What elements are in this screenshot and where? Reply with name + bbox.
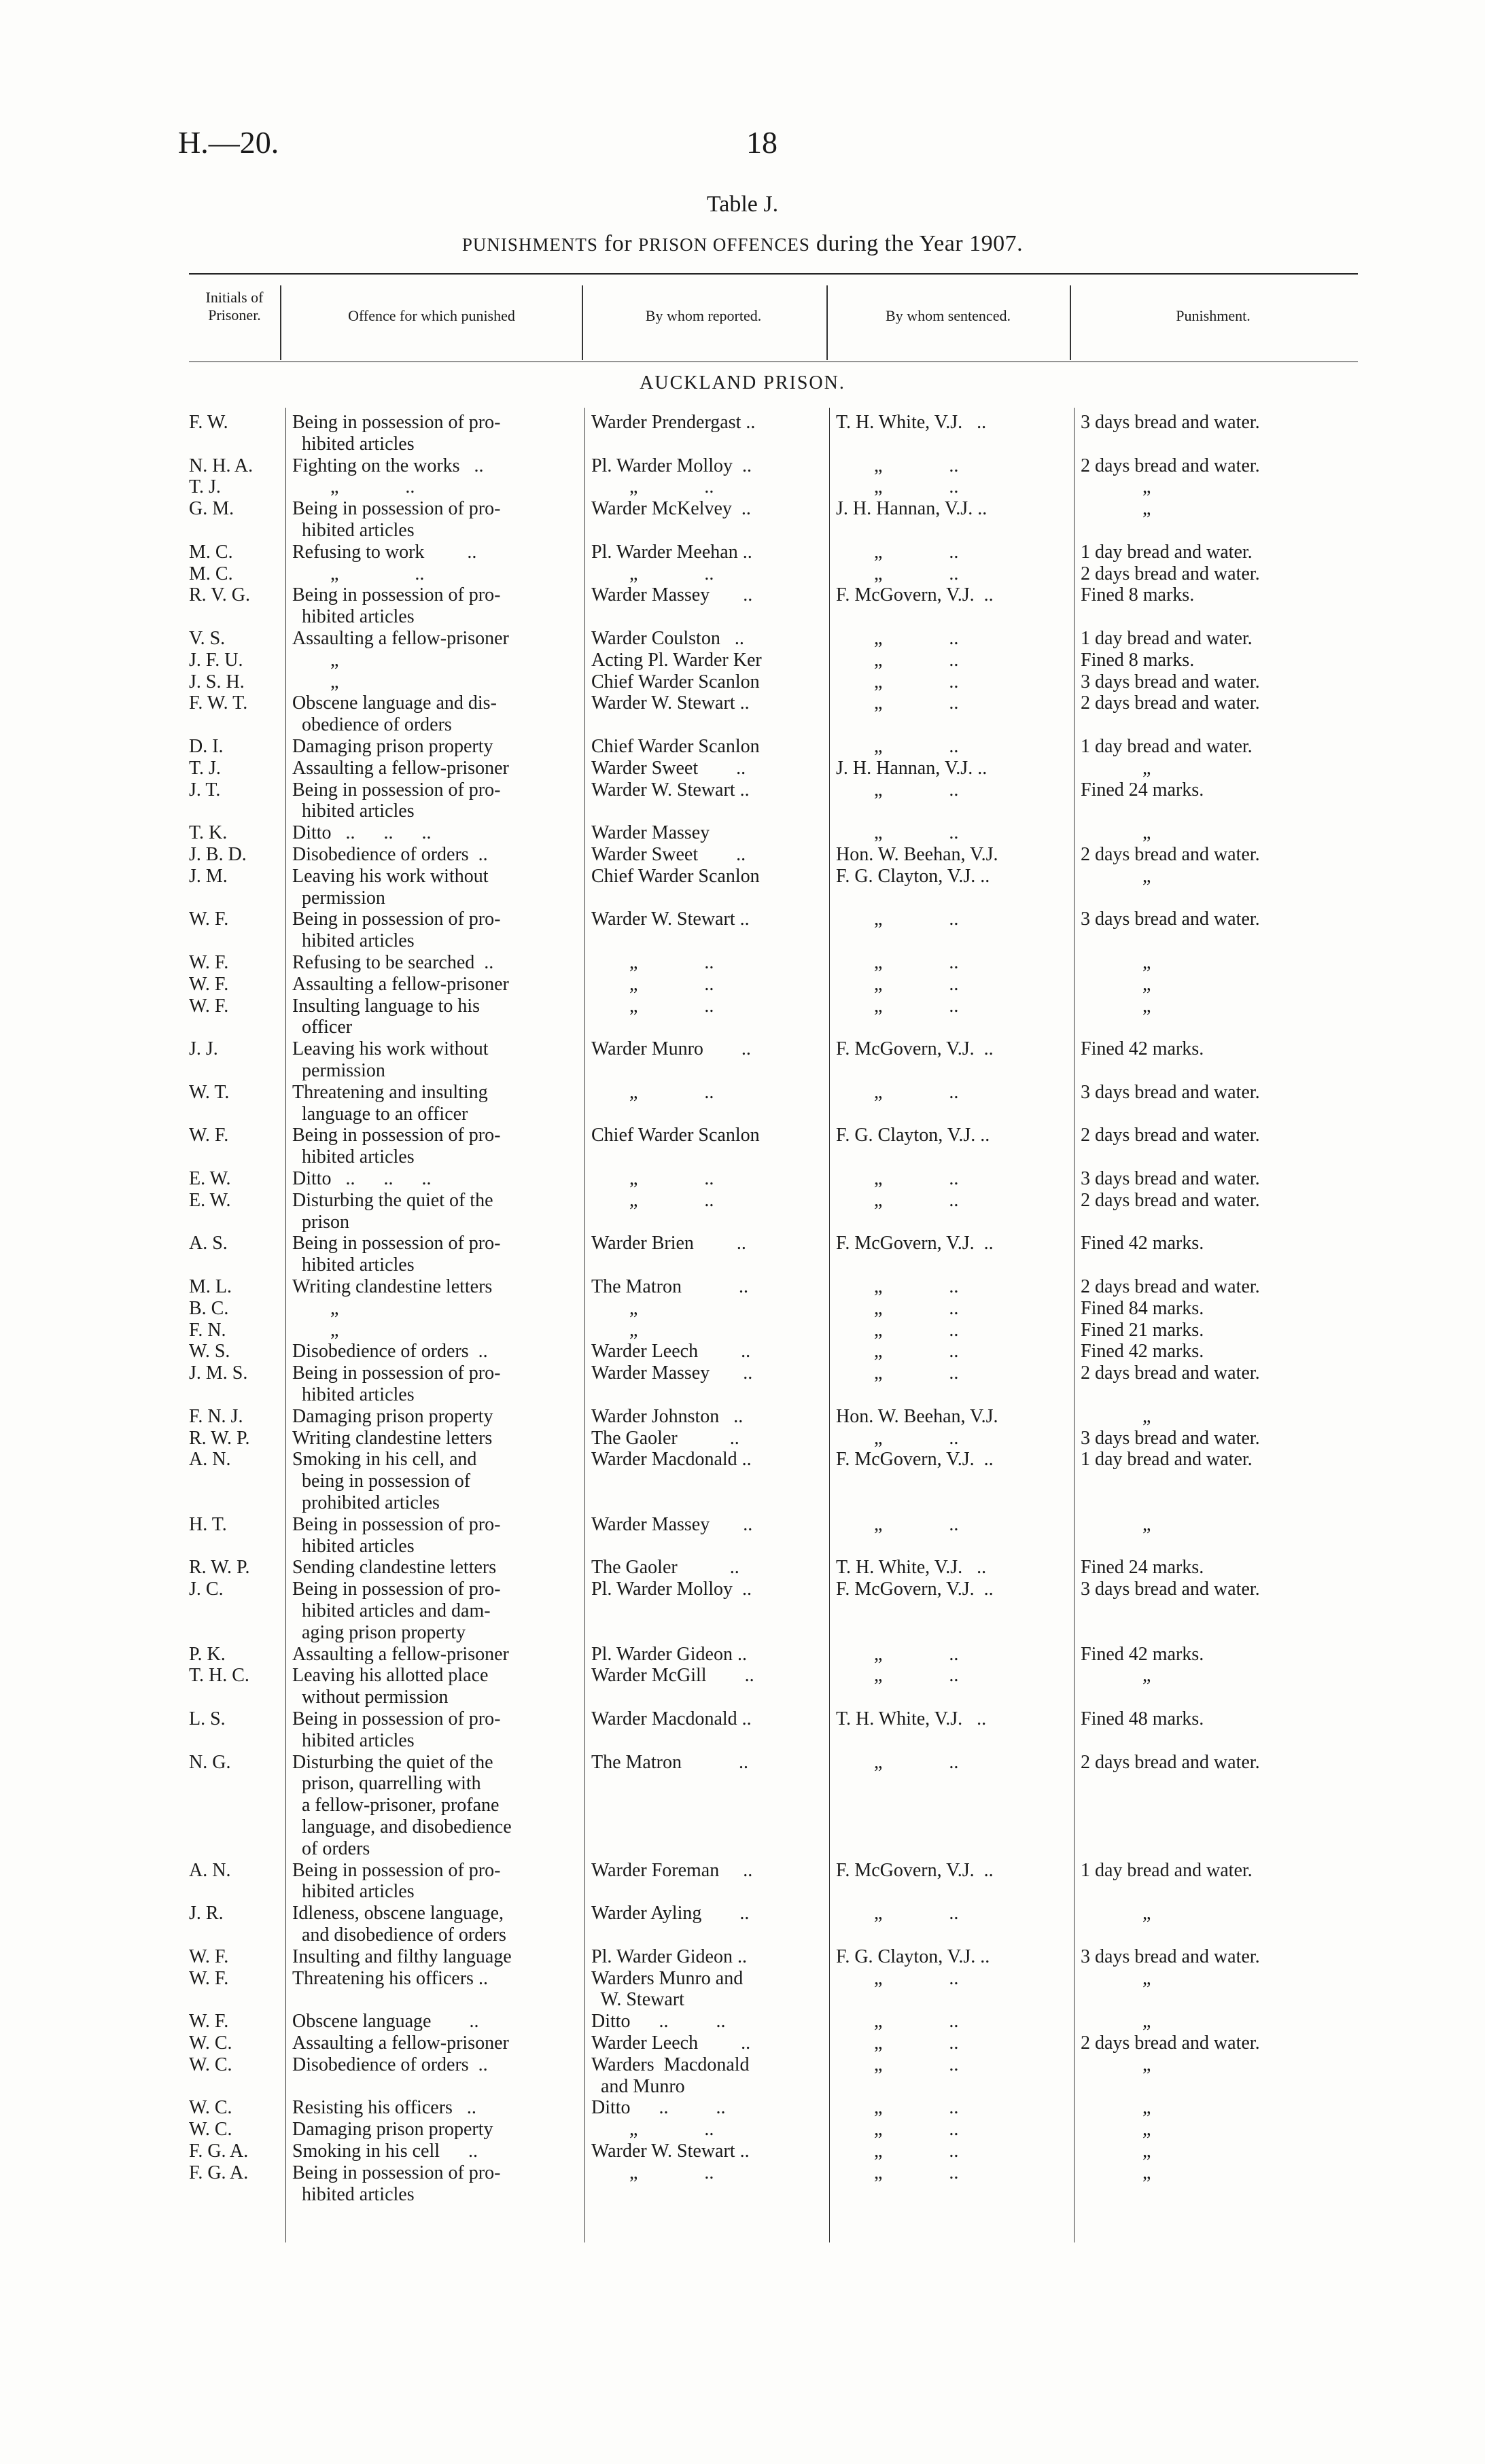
reported-by-cell: Warder Johnston .. The Gaoler .. Warder Macdonald .. [591, 1405, 752, 1471]
reported-by-cell: Warder McKelvey .. [591, 498, 751, 520]
punishment-cell: 2 days bread and water. „ [1081, 455, 1260, 498]
reported-by-cell: Warder Macdonald .. [591, 1708, 752, 1729]
reported-by-cell: „ .. „ .. [629, 1168, 714, 1211]
subtitle-part-offences: PRISON OFFENCES [638, 234, 810, 255]
sentenced-by-cell: T. H. White, V.J. .. [836, 1708, 987, 1729]
initials-cell: F. W. [189, 412, 228, 433]
offence-cell: Fighting on the works .. „ .. [292, 455, 484, 498]
sentenced-by-cell: Hon. W. Beehan, V.J. „ .. F. McGovern, V.J. .. [836, 1405, 998, 1471]
reported-by-cell: „ .. [591, 1081, 714, 1103]
offence-cell: Being in possession of pro- hibited articles [292, 1513, 501, 1557]
sentenced-by-cell: „ .. Hon. W. Beehan, V.J. F. G. Clayton, V.J. .. [836, 822, 998, 887]
punishment-cell: „ „ „ [1142, 952, 1151, 1017]
offence-cell: Ditto .. .. .. Disturbing the quiet of the prison [292, 1168, 493, 1233]
punishment-cell: „ „ „ „ [1142, 2097, 1151, 2183]
punishment-cell: „ 2 days bread and water. „ [1081, 2011, 1260, 2075]
body-divider-2 [584, 408, 585, 2242]
sentenced-by-cell: T. H. White, V.J. .. F. McGovern, V.J. .. [836, 1557, 994, 1600]
header-divider-2 [582, 285, 583, 360]
reported-by-cell: Pl. Warder Molloy .. „ .. [591, 455, 752, 498]
punishment-cell: 3 days bread and water. [1081, 1081, 1260, 1103]
punishment-cell: Fined 24 marks. 3 days bread and water. [1081, 1557, 1260, 1600]
sentenced-by-cell: „ .. „ .. „ .. „ .. [874, 628, 959, 714]
offence-cell: Ditto .. .. .. Disobedience of orders .. Leaving his work without permission [292, 822, 489, 909]
offence-cell: Being in possession of pro- hibited articles [292, 1708, 501, 1751]
sentenced-by-cell: „ .. [836, 909, 959, 930]
col-punishment: Punishment. [1176, 307, 1251, 324]
sentenced-by-cell: „ .. „ .. [874, 1168, 959, 1211]
initials-cell: V. S. J. F. U. J. S. H. F. W. T. [189, 628, 248, 714]
section-heading: AUCKLAND PRISON. [640, 372, 845, 393]
punishment-cell: 1 day bread and water. „ Fined 24 marks. [1081, 736, 1253, 800]
initials-cell: N. H. A. T. J. [189, 455, 254, 498]
sentenced-by-cell: „ .. „ .. F. McGovern, V.J. .. [836, 541, 994, 606]
body-divider-1 [285, 408, 286, 2242]
offence-cell: Being in possession of pro- hibited articles [292, 412, 501, 455]
initials-cell: P. K. T. H. C. [189, 1643, 249, 1687]
reported-by-cell: Chief Warder Scanlon Warder Sweet .. Warder W. Stewart .. [591, 736, 760, 800]
initials-cell: E. W. E. W. [189, 1168, 231, 1211]
reported-by-cell: Warder Foreman .. [591, 1859, 753, 1881]
header-divider-1 [280, 285, 281, 360]
initials-cell: A. N. [189, 1859, 231, 1881]
reported-by-cell: „ .. „ .. „ .. [629, 952, 714, 1017]
initials-cell: A. S. [189, 1233, 228, 1254]
page-number: 18 [746, 125, 778, 160]
punishment-cell: „ 3 days bread and water. 1 day bread and water. [1081, 1405, 1260, 1471]
table-top-rule [189, 273, 1358, 275]
initials-cell: J. J. [189, 1038, 218, 1060]
reported-by-cell: Warder Brien .. [591, 1233, 746, 1254]
sentenced-by-cell: „ .. „ .. [874, 455, 959, 498]
punishment-cell: Fined 42 marks. [1081, 1038, 1204, 1060]
offence-cell: Disturbing the quiet of the prison, quarrelling with a fellow-prisoner, profane language, and disobedience of orders [292, 1751, 512, 1859]
sentenced-by-cell: F. McGovern, V.J. .. [836, 1038, 994, 1060]
offence-cell: Being in possession of pro- hibited articles [292, 1125, 501, 1168]
col-initials: Initials of Prisoner. [205, 289, 264, 323]
offence-cell: Insulting and filthy language Threatening his officers .. [292, 1946, 512, 1989]
reported-by-cell: Warder Munro .. [591, 1038, 751, 1060]
initials-cell: W. F. [189, 909, 229, 930]
punishment-cell: „ [1081, 1513, 1151, 1535]
col-sentenced: By whom sentenced. [886, 307, 1011, 324]
table-subtitle [0, 231, 1485, 257]
reported-by-cell: Warder Coulston .. Acting Pl. Warder Ker Chief Warder Scanlon Warder W. Stewart .. [591, 628, 762, 714]
initials-cell: W. F. W. F. [189, 1946, 229, 1989]
offence-cell: Being in possession of pro- hibited articles [292, 498, 501, 541]
offence-cell: Being in possession of pro- hibited articles [292, 1859, 501, 1903]
offence-cell: Being in possession of pro- hibited articles [292, 1233, 501, 1276]
punishment-cell: 2 days bread and water. [1081, 1751, 1260, 1773]
reported-by-cell: Warder W. Stewart .. [591, 909, 750, 930]
initials-cell: T. K. J. B. D. J. M. [189, 822, 247, 887]
subtitle-part-punishments: PUNISHMENTS [461, 234, 598, 255]
sentenced-by-cell: „ .. [836, 1081, 959, 1103]
reported-by-cell: Warder Massey Warder Sweet .. Chief Warder Scanlon [591, 822, 760, 887]
initials-cell: W. F. W. C. W. C. [189, 2011, 232, 2075]
sentenced-by-cell: T. H. White, V.J. .. [836, 412, 987, 433]
punishment-cell: 1 day bread and water. [1081, 1859, 1253, 1881]
initials-cell: W. C. W. C. F. G. A. F. G. A. [189, 2097, 249, 2183]
punishment-cell: Fined 48 marks. [1081, 1708, 1204, 1729]
punishment-cell: „ [1081, 498, 1151, 520]
offence-cell: Assaulting a fellow-prisoner „ „ Obscene language and dis- obedience of orders [292, 628, 509, 736]
reported-by-cell: The Matron .. „ „ Warder Leech .. Warder Massey .. [591, 1276, 753, 1384]
offence-cell: Refusing to be searched .. Assaulting a fellow-prisoner Insulting language to his officer [292, 952, 509, 1038]
header-divider-3 [826, 285, 828, 360]
sentenced-by-cell: J. H. Hannan, V.J. .. [836, 498, 988, 520]
sentenced-by-cell: „ .. „ .. [874, 1643, 959, 1687]
initials-cell: R. W. P. J. C. [189, 1557, 250, 1600]
punishment-cell: „ 2 days bread and water. „ [1081, 822, 1260, 887]
initials-cell: W. F. [189, 1125, 229, 1146]
col-reported: By whom reported. [645, 307, 762, 324]
section-code: H.—20. [178, 125, 279, 160]
punishment-cell: Fined 42 marks. [1081, 1233, 1204, 1254]
initials-cell: L. S. [189, 1708, 226, 1729]
subtitle-part-year: during the Year 1907. [809, 231, 1024, 256]
initials-cell: G. M. [189, 498, 234, 520]
reported-by-cell: Warder Massey .. [591, 1513, 753, 1535]
sentenced-by-cell: „ .. „ .. „ .. „ .. „ .. [874, 1276, 959, 1384]
punishment-cell: 3 days bread and water. 2 days bread and water. [1081, 1168, 1260, 1211]
body-divider-4 [1074, 408, 1075, 2242]
reported-by-cell: Pl. Warder Gideon .. Warder McGill .. [591, 1643, 754, 1687]
punishment-cell: 2 days bread and water. [1081, 1125, 1260, 1146]
offence-cell: Sending clandestine letters Being in possession of pro- hibited articles and dam- aging prison property [292, 1557, 501, 1643]
offence-cell: Damaging prison property Assaulting a fellow-prisoner Being in possession of pro- hibited articles [292, 736, 509, 822]
body-divider-3 [829, 408, 830, 2242]
reported-by-cell: Pl. Warder Meehan .. „ .. Warder Massey .. [591, 541, 753, 606]
punishment-cell: 3 days bread and water. „ [1081, 1946, 1260, 1989]
initials-cell: J. R. [189, 1903, 224, 1924]
initials-cell: D. I. T. J. J. T. [189, 736, 224, 800]
initials-cell: H. T. [189, 1513, 227, 1535]
offence-cell: Writing clandestine letters „ „ Disobedience of orders .. Being in possession of pro- hibited articles [292, 1276, 501, 1405]
offence-cell: Idleness, obscene language, and disobedience of orders [292, 1903, 506, 1946]
offence-cell: Refusing to work .. „ .. Being in possession of pro- hibited articles [292, 541, 501, 628]
punishment-cell: 3 days bread and water. [1081, 412, 1260, 433]
initials-cell: F. N. J. R. W. P. A. N. [189, 1405, 250, 1471]
offence-cell: Assaulting a fellow-prisoner Leaving his allotted place without permission [292, 1643, 509, 1708]
punishment-cell: 1 day bread and water. 2 days bread and water. Fined 8 marks. [1081, 541, 1260, 606]
subtitle-part-for: for [597, 231, 639, 256]
sentenced-by-cell: F. G. Clayton, V.J. .. „ .. [836, 1946, 990, 1989]
sentenced-by-cell: „ .. [836, 1513, 959, 1535]
reported-by-cell: The Gaoler .. Pl. Warder Molloy .. [591, 1557, 752, 1600]
sentenced-by-cell: „ .. [836, 1751, 959, 1773]
reported-by-cell: Pl. Warder Gideon .. Warders Munro and W. Stewart [591, 1946, 747, 2011]
sentenced-by-cell: „ .. „ .. „ .. „ .. [874, 2097, 959, 2183]
sentenced-by-cell: „ .. J. H. Hannan, V.J. .. „ .. [836, 736, 988, 800]
punishment-cell: 1 day bread and water. Fined 8 marks. 3 days bread and water. 2 days bread and water. [1081, 628, 1260, 714]
reported-by-cell: The Matron .. [591, 1751, 748, 1773]
initials-cell: M. L. B. C. F. N. W. S. J. M. S. [189, 1276, 248, 1384]
punishment-cell: „ [1081, 1903, 1151, 1924]
reported-by-cell: Warder Prendergast .. [591, 412, 756, 433]
initials-cell: M. C. M. C. R. V. G. [189, 541, 251, 606]
punishment-cell: 2 days bread and water. Fined 84 marks. Fined 21 marks. Fined 42 marks. 2 days bread and water. [1081, 1276, 1260, 1384]
sentenced-by-cell: F. McGovern, V.J. .. [836, 1859, 994, 1881]
reported-by-cell: Chief Warder Scanlon [591, 1125, 760, 1146]
reported-by-cell: Warder Ayling .. [591, 1903, 750, 1924]
offence-cell: Resisting his officers .. Damaging prison property Smoking in his cell .. Being in possession of pro- hibited articles [292, 2097, 501, 2205]
reported-by-cell: Ditto .. .. Warder Leech .. Warders Macdonald and Munro [591, 2011, 751, 2097]
sentenced-by-cell: „ .. „ .. „ .. [874, 952, 959, 1017]
sentenced-by-cell: „ .. [836, 1903, 959, 1924]
offence-cell: Being in possession of pro- hibited articles [292, 909, 501, 952]
reported-by-cell: Ditto .. .. „ .. Warder W. Stewart .. „ .. [591, 2097, 750, 2183]
punishment-cell: Fined 42 marks. „ [1081, 1643, 1204, 1687]
initials-cell: N. G. [189, 1751, 231, 1773]
table-title: Table J. [706, 192, 779, 217]
sentenced-by-cell: F. G. Clayton, V.J. .. [836, 1125, 990, 1146]
punishment-cell: 3 days bread and water. [1081, 909, 1260, 930]
offence-cell: Threatening and insulting language to an officer [292, 1081, 488, 1125]
initials-cell: W. T. [189, 1081, 230, 1103]
offence-cell: Leaving his work without permission [292, 1038, 489, 1081]
offence-cell: Obscene language .. Assaulting a fellow-prisoner Disobedience of orders .. [292, 2011, 509, 2075]
offence-cell: Damaging prison property Writing clandestine letters Smoking in his cell, and being in possession of prohibited articles [292, 1405, 493, 1513]
col-offence: Offence for which punished [348, 307, 515, 324]
initials-cell: W. F. W. F. W. F. [189, 952, 229, 1017]
sentenced-by-cell: „ .. „ .. „ .. [874, 2011, 959, 2075]
header-divider-4 [1070, 285, 1071, 360]
sentenced-by-cell: F. McGovern, V.J. .. [836, 1233, 994, 1254]
